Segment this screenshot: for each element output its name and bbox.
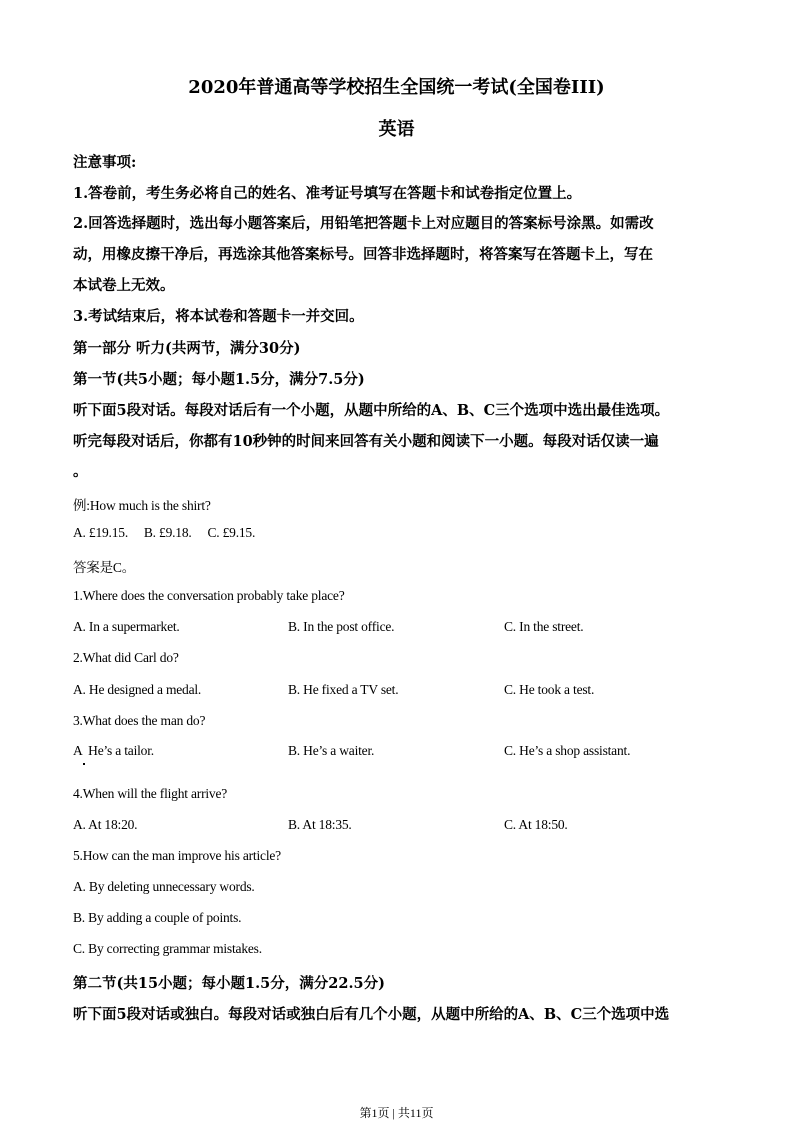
question-1-option-c: C. In the street.: [504, 619, 584, 634]
part1-heading: 第一部分 听力(共两节，满分30分): [73, 340, 301, 357]
question-1: 1.Where does the conversation probably take place?: [73, 588, 345, 603]
question-3: 3.What does the man do?: [73, 713, 206, 728]
section2-instruction-line-1: 听下面5段对话或独白。每段对话或独白后有几个小题，从题中所给的A、B、C三个选项中选: [73, 1006, 670, 1023]
section2-heading: 第二节(共15小题；每小题1.5分，满分22.5分): [73, 975, 385, 992]
question-4-option-a: A. At 18:20.: [73, 817, 138, 832]
question-5: 5.How can the man improve his article?: [73, 848, 281, 863]
exam-title: 2020年普通高等学校招生全国统一考试(全国卷III): [188, 77, 605, 98]
example-options: A. £19.15. B. £9.18. C. £9.15.: [73, 525, 256, 540]
question-1-option-a: A. In a supermarket.: [73, 619, 180, 634]
notes-item-2-line-1: 2.回答选择题时，选出每小题答案后，用铅笔把答题卡上对应题目的答案标号涂黑。如需改: [73, 215, 654, 232]
example-question: 例:How much is the shirt?: [73, 498, 211, 513]
question-2: 2.What did Carl do?: [73, 650, 179, 665]
question-1-option-b: B. In the post office.: [288, 619, 395, 634]
question-4-option-b: B. At 18:35.: [288, 817, 352, 832]
question-4: 4.When will the flight arrive?: [73, 786, 228, 801]
question-4-option-c: C. At 18:50.: [504, 817, 568, 832]
example-answer: 答案是C。: [73, 560, 136, 575]
stray-dot: [83, 763, 85, 765]
subject-title: 英语: [378, 119, 415, 140]
question-3-option-b: B. He’s a waiter.: [288, 743, 375, 758]
section1-instruction-line-3: 。: [73, 463, 88, 480]
notes-item-2-line-2: 动，用橡皮擦干净后，再选涂其他答案标号。回答非选择题时，将答案写在答题卡上，写在: [73, 246, 653, 263]
notes-item-1: 1.答卷前，考生务必将自己的姓名、准考证号填写在答题卡和试卷指定位置上。: [73, 185, 582, 202]
question-2-option-c: C. He took a test.: [504, 682, 595, 697]
notes-item-2-line-3: 本试卷上无效。: [73, 277, 175, 294]
notes-item-3: 3.考试结束后，将本试卷和答题卡一并交回。: [73, 308, 364, 325]
section1-heading: 第一节(共5小题；每小题1.5分，满分7.5分): [73, 371, 365, 388]
question-5-option-c: C. By correcting grammar mistakes.: [73, 941, 262, 956]
section1-instruction-line-2: 听完每段对话后，你都有10秒钟的时间来回答有关小题和阅读下一小题。每段对话仅读一遍: [73, 433, 659, 450]
question-3-option-a: A He’s a tailor.: [73, 743, 154, 758]
notes-heading: 注意事项:: [73, 154, 137, 171]
page-footer: 第1页 | 共11页: [359, 1106, 434, 1120]
question-3-option-c: C. He’s a shop assistant.: [504, 743, 631, 758]
question-5-option-a: A. By deleting unnecessary words.: [73, 879, 255, 894]
question-5-option-b: B. By adding a couple of points.: [73, 910, 242, 925]
section1-instruction-line-1: 听下面5段对话。每段对话后有一个小题，从题中所给的A、B、C三个选项中选出最佳选项。: [73, 402, 670, 419]
question-2-option-a: A. He designed a medal.: [73, 682, 202, 697]
question-2-option-b: B. He fixed a TV set.: [288, 682, 399, 697]
